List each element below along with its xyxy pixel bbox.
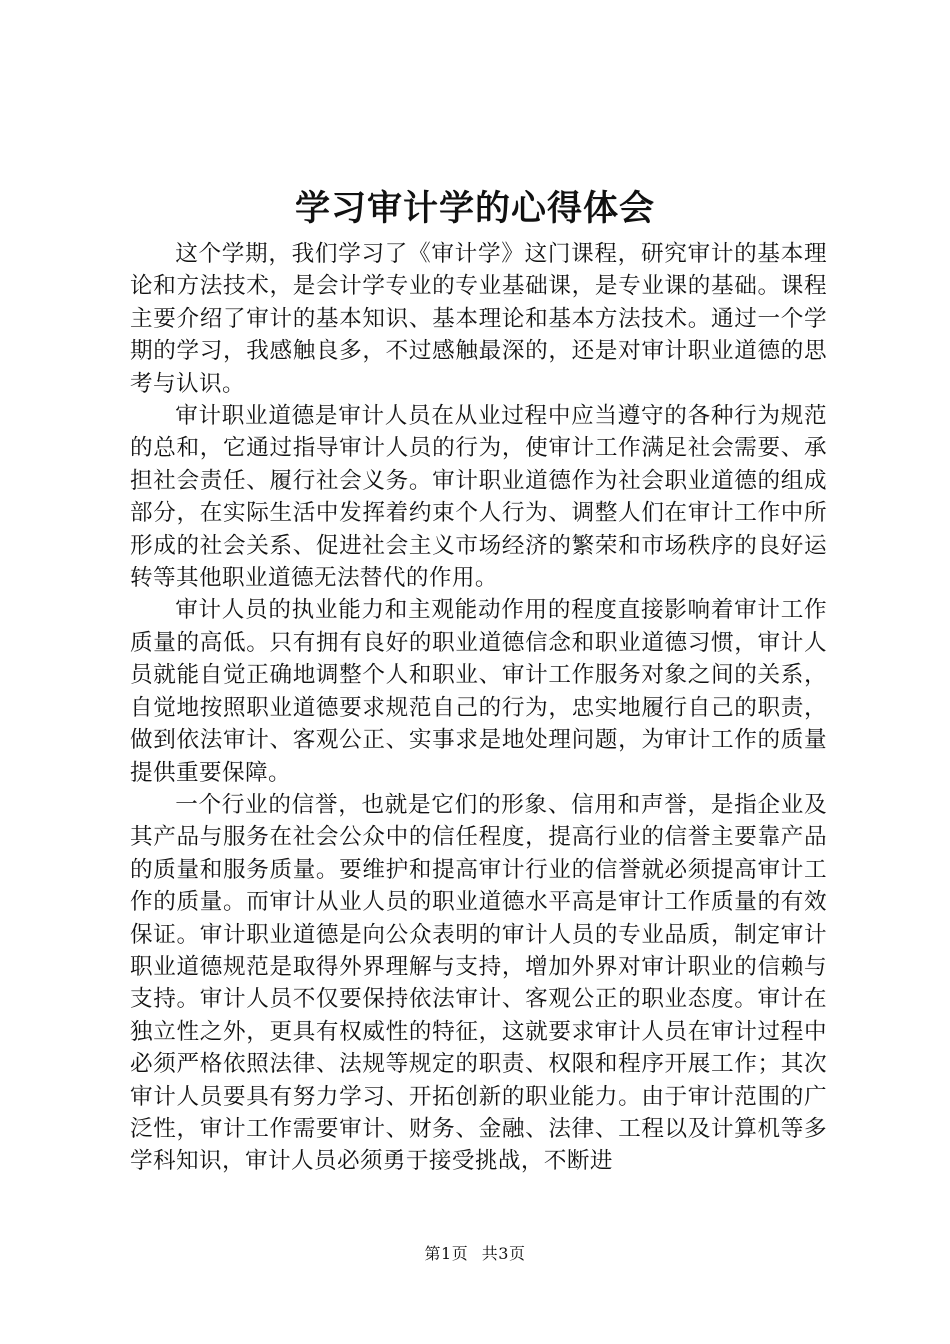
paragraph: 这个学期，我们学习了《审计学》这门课程，研究审计的基本理论和方法技术，是会计学专业的专业基础课，是专业课的基础。课程主要介绍了审计的基本知识、基本理论和基本方法技术。通过一个学期的学习，我感触良多，不过感触最深的，还是对审计职业道德的思考与认识。 bbox=[130, 241, 827, 397]
document-body bbox=[130, 238, 827, 1178]
page-number: 第1页 bbox=[424, 1244, 469, 1263]
paragraph: 审计职业道德是审计人员在从业过程中应当遵守的各种行为规范的总和，它通过指导审计人员的行为，使审计工作满足社会需要、承担社会责任、履行社会义务。审计职业道德作为社会职业道德的组成部分，在实际生活中发挥着约束个人行为、调整人们在审计工作中所形成的社会关系、促进社会主义市场经济的繁荣和市场秩序的良好运转等其他职业道德无法替代的作用。 bbox=[130, 403, 827, 592]
paragraph: 一个行业的信誉，也就是它们的形象、信用和声誉，是指企业及其产品与服务在社会公众中的信任程度，提高行业的信誉主要靠产品的质量和服务质量。要维护和提高审计行业的信誉就必须提高审计工作的质量。而审计从业人员的职业道德水平高是审计工作质量的有效保证。审计职业道德是向公众表明的审计人员的专业品质，制定审计职业道德规范是取得外界理解与支持，增加外界对审计职业的信赖与支持。审计人员不仅要保持依法审计、客观公正的职业态度。审计在独立性之外，更具有权威性的特征，这就要求审计人员在审计过程中必须严格依照法律、法规等规定的职责、权限和程序开展工作；其次审计人员要具有努力学习、开拓创新的职业能力。由于审计范围的广泛性，审计工作需要审计、财务、金融、法律、工程以及计算机等多学科知识，审计人员必须勇于接受挑战，不断进 bbox=[130, 791, 827, 1175]
paragraph: 审计人员的执业能力和主观能动作用的程度直接影响着审计工作质量的高低。只有拥有良好的职业道德信念和职业道德习惯，审计人员就能自觉正确地调整个人和职业、审计工作服务对象之间的关系，自觉地按照职业道德要求规范自己的行为，忠实地履行自己的职责，做到依法审计、客观公正、实事求是地处理问题，为审计工作的质量提供重要保障。 bbox=[130, 597, 827, 786]
document-title: 学习审计学的心得体会 bbox=[294, 189, 655, 229]
page-footer bbox=[0, 1242, 950, 1266]
page-total: 共3页 bbox=[481, 1244, 526, 1263]
